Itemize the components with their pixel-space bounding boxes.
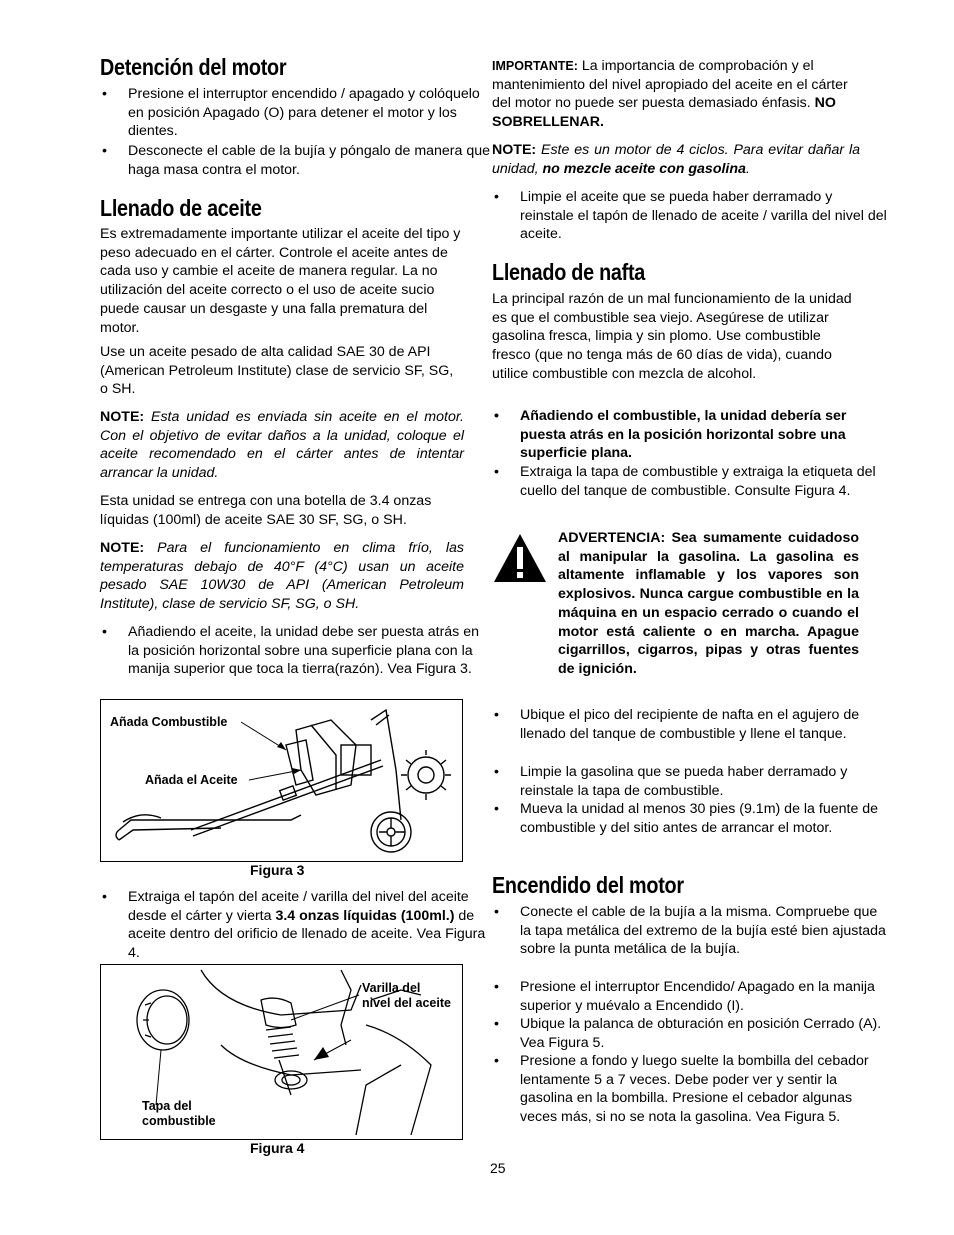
- note-2: [100, 539, 464, 614]
- fig4-label-varilla-l1: Varilla del: [362, 981, 421, 995]
- importante-text: La importancia de comprobación y el mantenimiento del nivel apropiado del aceite en el cárter del motor no puede ser puesta demasiado énfasis.: [492, 58, 848, 112]
- note-2-label: NOTE:: [100, 540, 145, 556]
- fig4-label-tapa-l1: Tapa del: [142, 1099, 192, 1113]
- encendido-bullet-2: • Presione el interruptor Encendido/ Apagado en la manija superior y muévalo a Encendido (I).: [492, 978, 888, 1015]
- note-3-bold: no mezcle aceite con gasolina: [542, 160, 746, 177]
- importante-paragraph: [492, 57, 860, 132]
- note-1-text: Esta unidad es enviada sin aceite en el motor. Con el objetivo de evitar daños a la unidad, coloque el aceite recomendado en el cárter antes de intentar arrancar la unidad.: [100, 409, 464, 482]
- fig4-label-varilla-l2: nivel del aceite: [362, 996, 451, 1010]
- importante-bold: NO SOBRELLENAR.: [492, 95, 836, 131]
- aceite-paragraph-3: Esta unidad se entrega con una botella de 3.4 onzas líquidas (100ml) de aceite SAE 30 SF, SG, o SH.: [100, 493, 432, 528]
- fig3-label-combustible: Añada Combustible: [110, 715, 228, 729]
- aceite-bullet-1: • Añadiendo el aceite, la unidad debe ser puesta atrás en la posición horizontal sobre una superficie plana con la manija superior que toca la tierra(razón). Vea Figura 3.: [100, 623, 492, 679]
- note-3: [492, 141, 860, 178]
- note-2-text: Para el funcionamiento en clima frío, las temperaturas debajo de 40°F (4°C) usan un aceite pesado SAE 10W30 de API (American Petroleum Institute), clase de servicio SF, SG, o SH.: [100, 540, 464, 613]
- note-1: [100, 408, 464, 483]
- limpie-bullet: • Limpie el aceite que se pueda haber derramado y reinstale el tapón de llenado de aceite / varilla del nivel del aceite.: [492, 188, 888, 244]
- detencion-bullet-1: • Presione el interruptor encendido / apagado y colóquelo en posición Apagado (O) para detener el motor y los dientes.: [100, 85, 492, 141]
- aceite-bullet-2-bold: 3.4 onzas líquidas (100ml.): [275, 907, 455, 924]
- note-1-label: NOTE:: [100, 409, 145, 425]
- aceite-bullet-2-post: de aceite dentro del orificio de llenado de aceite. Vea Figura 4.: [128, 907, 486, 962]
- nafta-bullet-3: • Ubique el pico del recipiente de nafta en el agujero de llenado del tanque de combustible y llene el tanque.: [492, 706, 888, 743]
- figure-3: [100, 699, 463, 862]
- fig4-label-varilla: [362, 981, 451, 1011]
- importante-label: IMPORTANTE:: [492, 59, 578, 73]
- fig3-label-aceite: Añada el Aceite: [145, 773, 238, 787]
- page-number: 25: [490, 1160, 506, 1176]
- aceite-bullet-2-pre: Extraiga el tapón del aceite / varilla del nivel del aceite desde el cárter y vierta: [128, 889, 469, 924]
- nafta-bullet-5: • Mueva la unidad al menos 30 pies (9.1m) de la fuente de combustible y del sitio antes de arrancar el motor.: [492, 800, 888, 837]
- encendido-bullet-1: • Conecte el cable de la bujía a la misma. Compruebe que la tapa metálica del extremo de la bujía esté bien ajustada sobre la punta metálica de la bujía.: [492, 903, 888, 959]
- fig4-label-tapa-l2: combustible: [142, 1114, 216, 1128]
- warning-triangle-icon: [492, 532, 548, 584]
- nafta-bullet-4: • Limpie la gasolina que se pueda haber derramado y reinstale la tapa de combustible.: [492, 763, 888, 800]
- note-3-text: Este es un motor de 4 ciclos. Para evitar dañar la unidad,: [492, 142, 860, 177]
- detencion-bullet-2: • Desconecte el cable de la bujía y póngalo de manera que haga masa contra el motor.: [100, 142, 492, 179]
- encendido-bullet-4: • Presione a fondo y luego suelte la bombilla del cebador lentamente 5 a 7 veces. Debe poder ver y sentir la gasolina en la bombilla. Presione el cebador algunas veces más, si no se nota la gasolina. Vea Figura 5.: [492, 1052, 888, 1127]
- aceite-bullet-2: [100, 888, 492, 963]
- fig4-label-tapa: [142, 1099, 216, 1129]
- note-3-label: NOTE:: [492, 142, 537, 158]
- note-3-end: .: [745, 160, 750, 177]
- nafta-bullet-1: • Añadiendo el combustible, la unidad debería ser puesta atrás en la posición horizontal sobre una superficie plana.: [492, 407, 888, 463]
- aceite-paragraph-2: Use un aceite pesado de alta calidad SAE 30 de API (American Petroleum Institute) clase de servicio SF, SG, o SH.: [100, 344, 454, 398]
- warning-text: ADVERTENCIA: Sea sumamente cuidadoso al manipular la gasolina. La gasolina es altamente inflamable y los vapores son explosivos. Nunca cargue combustible en la máquina en un espacio cerrado o cuando el motor está caliente o en marcha. Apague cigarrillos, cigarros, pipas y otras fuentes de ignición.: [558, 530, 859, 677]
- heading-detencion: Detención del motor: [100, 54, 287, 80]
- nafta-bullet-2: • Extraiga la tapa de combustible y extraiga la etiqueta del cuello del tanque de combustible. Consulte Figura 4.: [492, 463, 888, 500]
- heading-encendido: Encendido del motor: [492, 872, 684, 898]
- figure-4-caption: Figura 4: [250, 1140, 305, 1156]
- heading-nafta: Llenado de nafta: [492, 259, 646, 285]
- nafta-paragraph-1: La principal razón de un mal funcionamiento de la unidad es que el combustible sea viejo. Asegúrese de utilizar gasolina fresca, limpia y sin plomo. Use combustible fresco (que no tenga más de 60 días de vida), cuando utilice combustible con mezcla de alcohol.: [492, 291, 852, 382]
- heading-aceite: Llenado de aceite: [100, 195, 262, 221]
- figure-3-caption: Figura 3: [250, 862, 305, 878]
- aceite-paragraph-1: Es extremadamente importante utilizar el aceite del tipo y peso adecuado en el cárter. Controle el aceite antes de cada uso y cambie el aceite de manera regular. La no utilización del aceite correcto o el uso de aceite sucio puede causar un desgaste y una falla prematura del motor.: [100, 226, 461, 336]
- figure-4: [100, 964, 463, 1140]
- encendido-bullet-3: • Ubique la palanca de obturación en posición Cerrado (A). Vea Figura 5.: [492, 1015, 888, 1052]
